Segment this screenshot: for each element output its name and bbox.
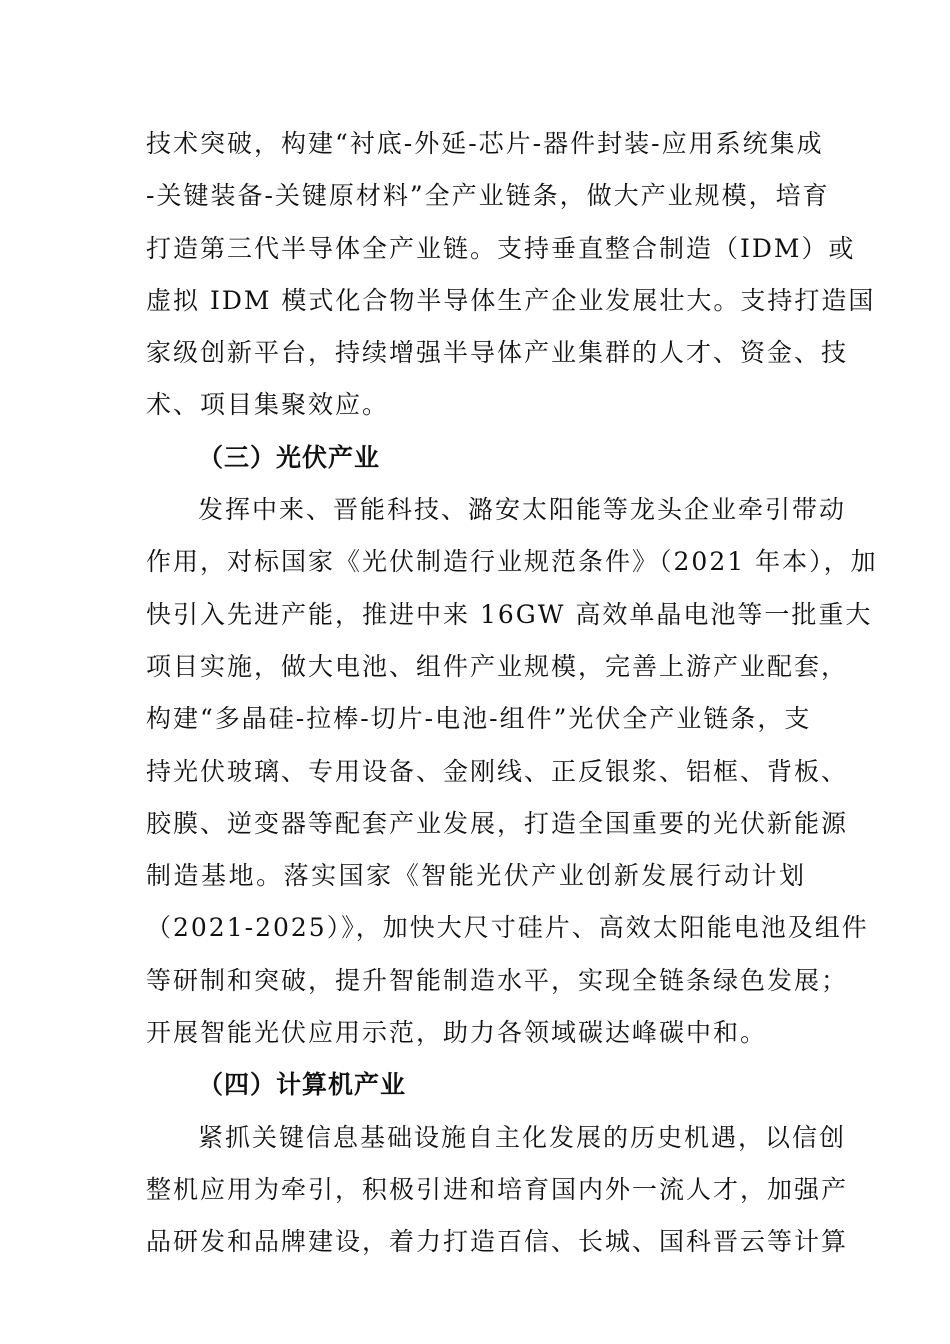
text-line: 持光伏玻璃、专用设备、金刚线、正反银浆、铝框、背板、 (146, 756, 849, 786)
text-line: 制造基地。落实国家《智能光伏产业创新发展行动计划 (146, 861, 806, 891)
paragraph-photovoltaic (146, 484, 878, 1059)
text-line: 技术突破，构建“衬底-外延-芯片-器件封装-应用系统集成 (146, 129, 824, 158)
text-line: 打造第三代半导体全产业链。支持垂直整合制造（IDM）或 (146, 233, 856, 263)
text-line: 构建“多晶硅-拉棒-切片-电池-组件”光伏全产业链条，支 (146, 704, 812, 734)
text-line: 虚拟 IDM 模式化合物半导体生产企业发展壮大。支持打造国 (146, 285, 876, 315)
paragraph-computer (146, 1112, 849, 1269)
section-heading-computer: （四）计算机产业 (198, 1070, 407, 1100)
text-line: 胶膜、逆变器等配套产业发展，打造全国重要的光伏新能源 (146, 808, 849, 838)
text-line: 品研发和品牌建设，着力打造百信、长城、国科晋云等计算 (146, 1227, 849, 1257)
text-line: 发挥中来、晋能科技、潞安太阳能等龙头企业牵引带动 (198, 495, 847, 525)
text-line: 项目实施，做大电池、组件产业规模，完善上游产业配套， (146, 651, 849, 681)
text-line: （2021-2025）》，加快大尺寸硅片、高效太阳能电池及组件 (146, 913, 869, 943)
text-line: 等研制和突破，提升智能制造水平，实现全链条绿色发展； (146, 965, 849, 995)
text-line: 作用，对标国家《光伏制造行业规范条件》（2021 年本），加 (146, 547, 878, 577)
text-line: 术、项目集聚效应。 (146, 390, 390, 420)
document-body (146, 118, 878, 1269)
paragraph-semiconductor (146, 118, 876, 432)
text-line: 家级创新平台，持续增强半导体产业集群的人才、资金、技 (146, 338, 849, 368)
section-heading-photovoltaic: （三）光伏产业 (198, 442, 381, 472)
text-line: 整机应用为牵引，积极引进和培育国内外一流人才，加强产 (146, 1174, 849, 1204)
text-line: 开展智能光伏应用示范，助力各领域碳达峰碳中和。 (146, 1018, 768, 1048)
text-line: 紧抓关键信息基础设施自主化发展的历史机遇，以信创 (198, 1122, 847, 1152)
text-line: -关键装备-关键原材料”全产业链条，做大产业规模，培育 (146, 181, 830, 211)
text-line: 快引入先进产能，推进中来 16GW 高效单晶电池等一批重大 (146, 599, 873, 629)
